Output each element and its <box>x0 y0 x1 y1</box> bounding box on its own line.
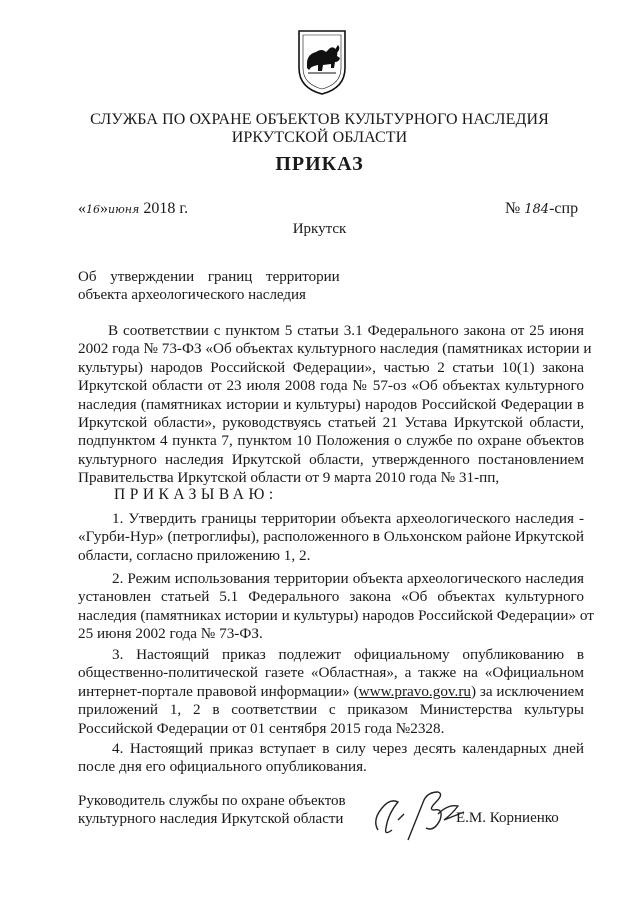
text-line: интернет-портале правовой информации» (www.pravo.gov.ru) за исключением <box>78 682 584 700</box>
order-word: ПРИКАЗЫВАЮ: <box>114 486 278 503</box>
signer-position <box>78 792 346 828</box>
number-value: 184 <box>524 202 550 217</box>
text-line: установлен статьей 5.1 Федерального закона «Об объектах культурного <box>78 588 584 606</box>
text-line: подпунктом 4 пункта 7, пунктом 10 Положения о службе по охране объектов <box>78 432 584 450</box>
text-line: общественно-политической газете «Областная», а также на «Официальном <box>78 664 584 682</box>
document-date <box>78 200 188 218</box>
document-title: ПРИКАЗ <box>275 153 364 175</box>
subject-line: Об утверждении границ территории <box>78 269 340 285</box>
text-line: 25 июня 2002 года № 73-ФЗ. <box>78 625 263 643</box>
text-line: 2. Режим использования территории объекта археологического наследия <box>112 570 584 587</box>
document-subject <box>78 268 340 304</box>
agency-name-line1: СЛУЖБА ПО ОХРАНЕ ОБЪЕКТОВ КУЛЬТУРНОГО НАСЛЕДИЯ <box>90 111 549 128</box>
pravo-gov-link[interactable]: www.pravo.gov.ru <box>358 682 471 700</box>
number-prefix: № <box>505 200 525 217</box>
agency-name-line2: ИРКУТСКОЙ ОБЛАСТИ <box>231 129 408 146</box>
signer-name: Е.М. Корниенко <box>456 810 559 826</box>
text-line: Российской Федерации от 01 сентября 2015 года №2328. <box>78 719 445 737</box>
date-close-quote: » <box>100 200 108 217</box>
date-day: 16 <box>86 203 100 216</box>
order-item-4 <box>78 740 584 777</box>
order-item-1 <box>78 510 584 565</box>
signer-position-line: Руководитель службы по охране объектов <box>78 793 346 809</box>
text-line: области, согласно приложению 1, 2. <box>78 546 311 564</box>
text-line: приложений 1, 2 в соответствии с приказом Министерства культуры <box>78 701 584 719</box>
text-line: 3. Настоящий приказ подлежит официальному опубликованию в <box>112 646 584 663</box>
text-line: Иркутской области», руководствуясь статьей 21 Устава Иркутской области, <box>78 414 584 432</box>
text-line: культурного наследия Иркутской области, утвержденного постановлением <box>78 450 584 468</box>
date-year: 2018 г. <box>139 200 189 217</box>
order-item-2 <box>78 570 594 644</box>
text-line: Правительства Иркутской области от 9 марта 2010 года № 31-пп, <box>78 469 500 487</box>
preamble-paragraph <box>78 322 592 488</box>
signer-position-line: культурного наследия Иркутской области <box>78 811 344 827</box>
date-month: июня <box>108 203 140 216</box>
text-line: наследия (памятниках истории и культуры) народов Российской Федерации в <box>78 395 584 413</box>
document-number <box>505 200 578 218</box>
date-open-quote: « <box>78 200 86 217</box>
handwritten-signature-icon <box>368 780 468 844</box>
text-line: 2002 года № 73-ФЗ «Об объектах культурного наследия (памятниках истории и <box>78 340 592 358</box>
subject-line: объекта археологического наследия <box>78 287 306 303</box>
number-suffix: -спр <box>549 200 579 217</box>
text-line: 1. Утвердить границы территории объекта археологического наследия - <box>112 510 584 527</box>
text-line: культуры) народов Российской Федерации», частью 2 статьи 10(1) закона <box>78 358 584 376</box>
order-item-3 <box>78 646 584 738</box>
text-line: В соответствии с пунктом 5 статьи 3.1 Федерального закона от 25 июня <box>108 322 584 339</box>
text-line: после дня его официального опубликования. <box>78 758 367 776</box>
text-line: Иркутской области от 23 июля 2008 года № 57-оз «Об объектах культурного <box>78 377 584 395</box>
text-line: 4. Настоящий приказ вступает в силу через десять календарных дней <box>112 740 584 757</box>
text-line: наследия (памятниках истории и культуры) народов Российской Федерации» от <box>78 606 594 624</box>
irkutsk-coat-of-arms-icon <box>296 28 348 96</box>
text-line: «Гурби-Нур» (петроглифы), расположенного в Ольхонском районе Иркутской <box>78 528 584 546</box>
document-city: Иркутск <box>292 221 347 237</box>
